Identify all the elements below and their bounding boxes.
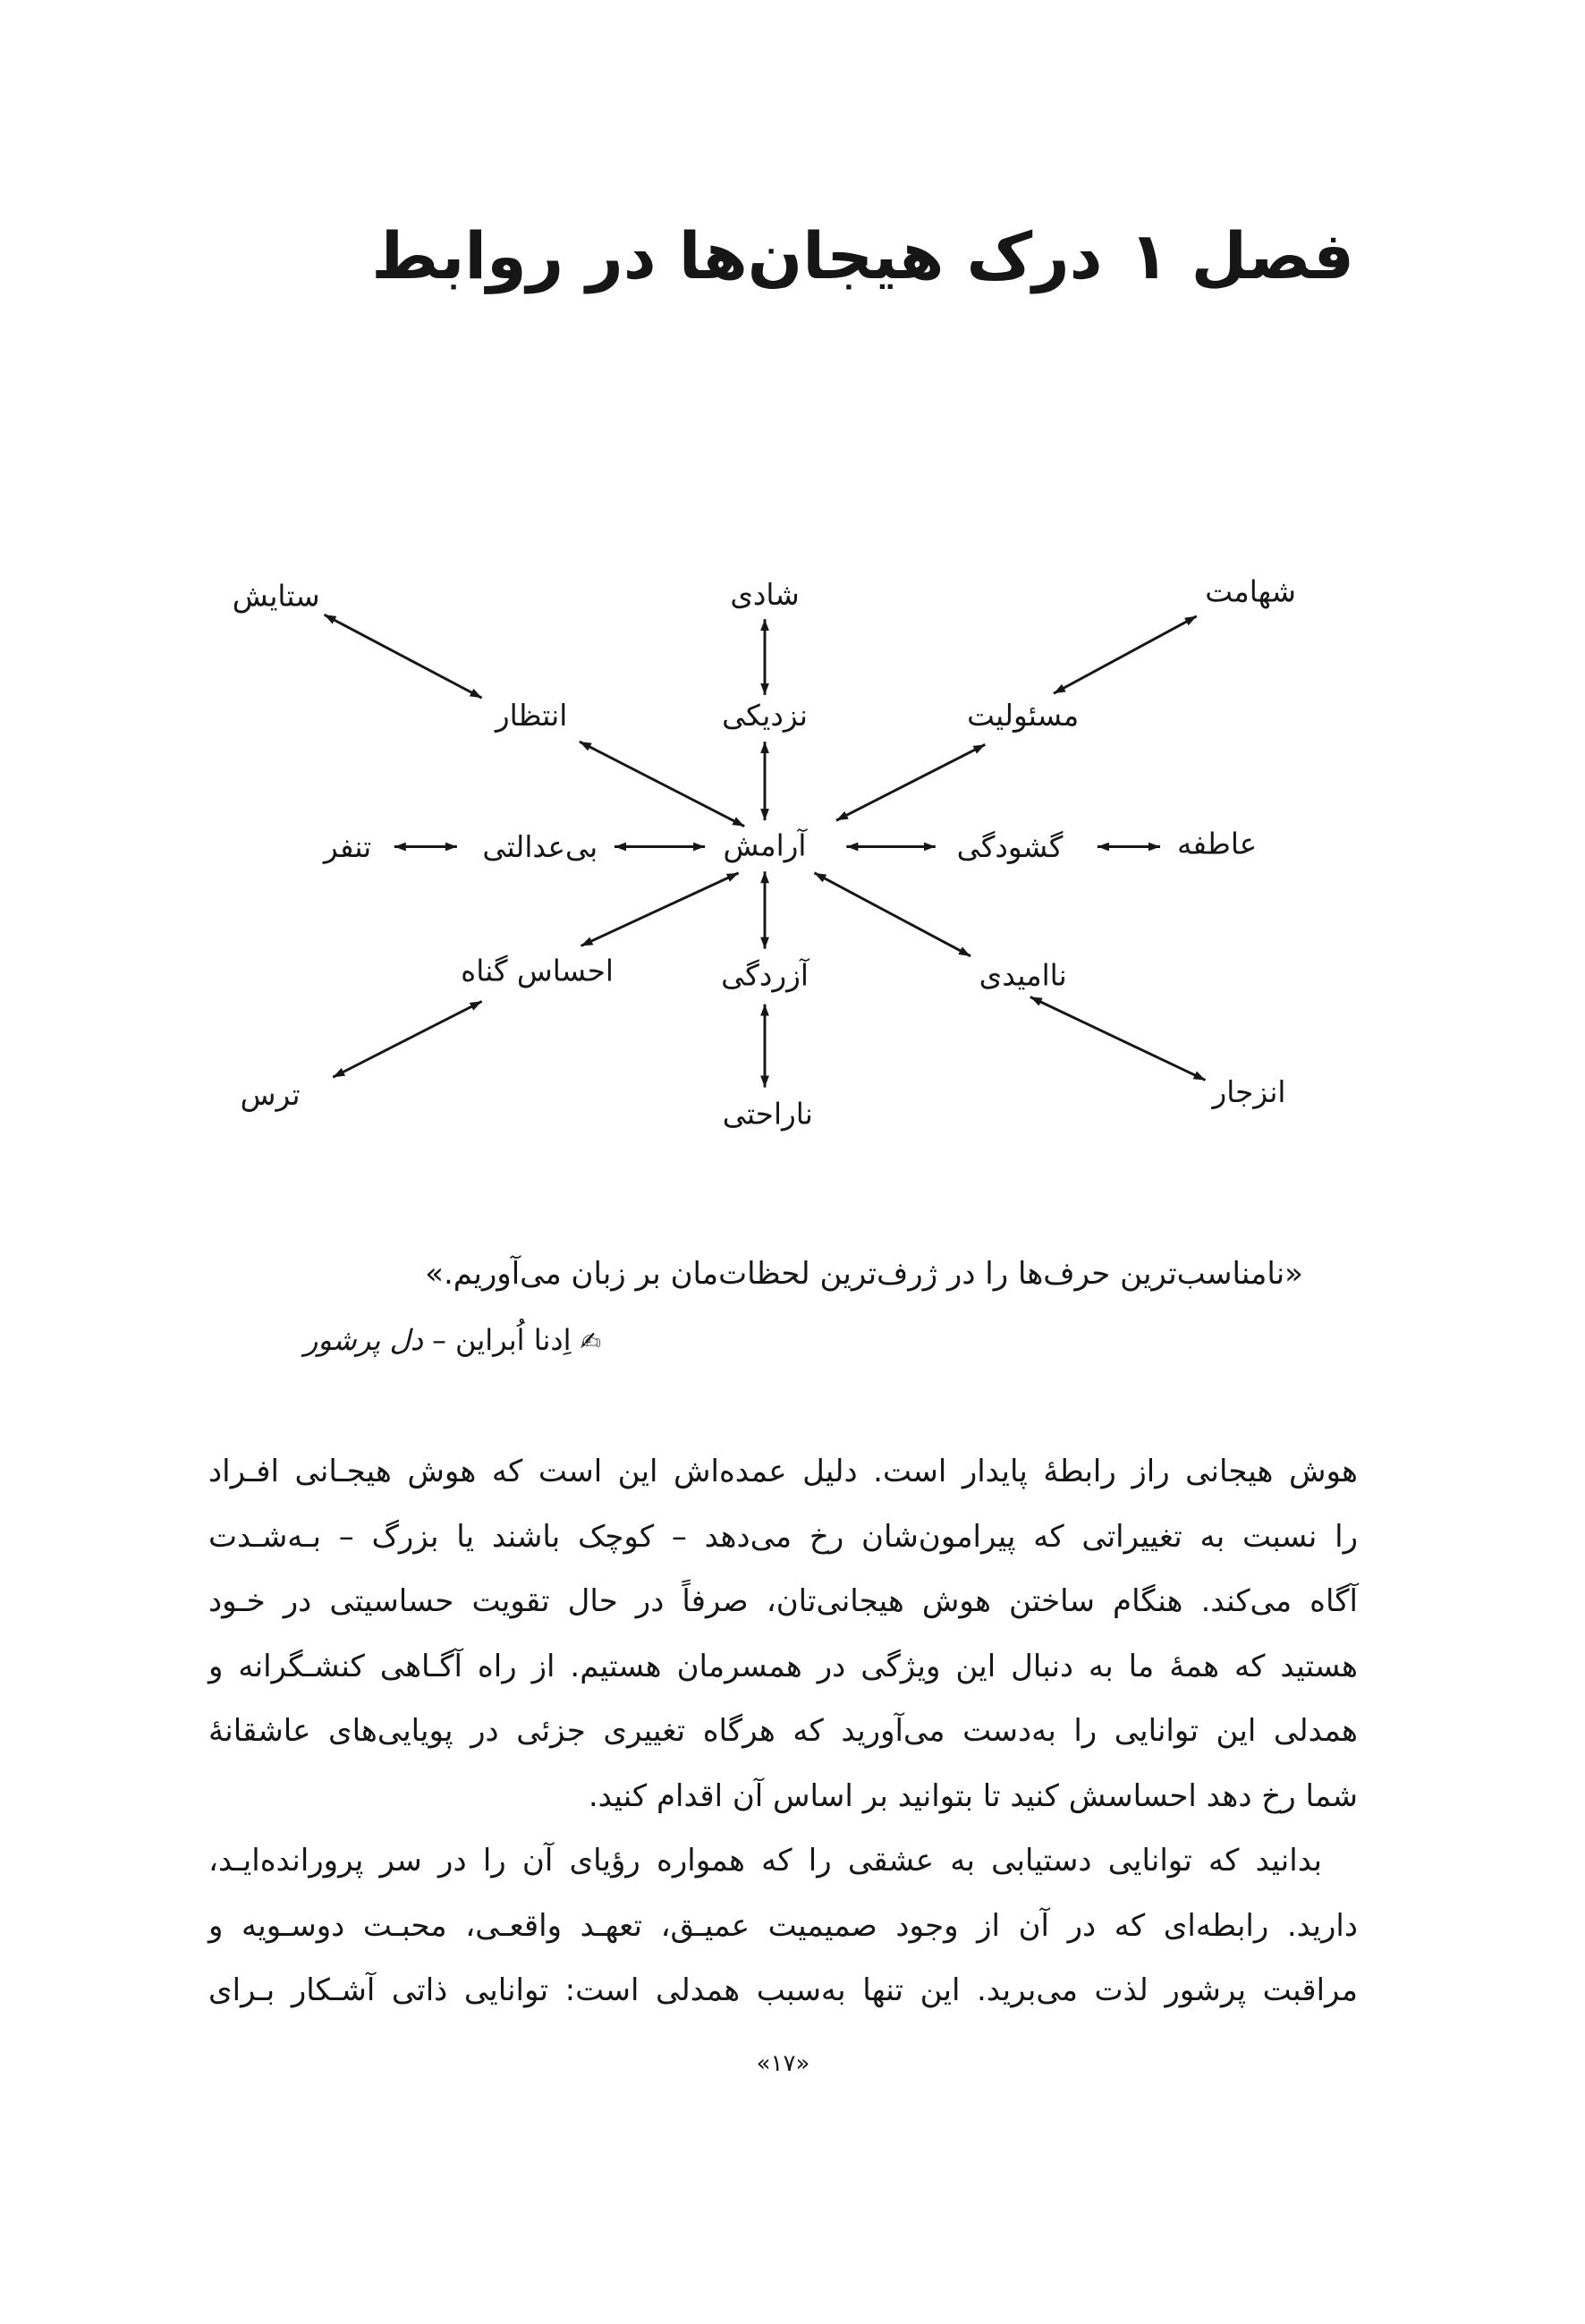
arrow-ehsas-gonah-aramesh <box>581 873 739 946</box>
text-line: همدلی این توانایی را به‌دست می‌آورید که هرگاه تغییری جزئی در پویایی‌های عاشقانهٔ <box>208 1713 1358 1749</box>
diagram-node-tanafor: تنفر <box>323 829 372 864</box>
diagram-node-narahati: ناراحتی <box>722 1097 813 1132</box>
arrow-shahamat-masouliat <box>1054 616 1197 693</box>
epigraph-author: اِدنا اُبراین <box>454 1323 572 1357</box>
diagram-node-nazdiki: نزدیکی <box>722 699 808 734</box>
text-line: مراقبت پرشور لذت می‌برید. این تنها به‌سبب همدلی است: توانایی ذاتی آشـکار بـرای <box>208 1972 1358 2008</box>
arrow-entezar-aramesh <box>580 742 744 827</box>
epigraph-quote: «نامناسب‌ترین حرف‌ها را در ژرف‌ترین لحظات‌مان بر زبان می‌آوریم.» <box>425 1256 1303 1292</box>
page-title <box>371 215 1354 297</box>
diagram-node-azordegi: آزردگی <box>721 958 809 993</box>
arrow-aramesh-naomidi <box>814 873 970 956</box>
paragraph <box>208 1828 1358 2023</box>
text-line: هوش هیجانی راز رابطهٔ پایدار است. دلیل عمده‌اش این است که هوش هیجـانی افـراد <box>208 1454 1358 1489</box>
diagram-node-aramesh: آرامش <box>723 828 807 863</box>
diagram-node-goshoudegi: گشودگی <box>956 829 1064 864</box>
page-number: «۱۷» <box>756 2050 810 2077</box>
body-text <box>208 1439 1358 2023</box>
text-line: بدانید که توانایی دستیابی به عشقی را که همواره رؤیای آن را در سر پرورانده‌ایـد، <box>208 1843 1322 1879</box>
diagram-node-ehsas-gonah: احساس گناه <box>461 954 614 988</box>
diagram-node-masouliat: مسئولیت <box>967 699 1080 734</box>
chapter-title: درک هیجان‌ها در روابط <box>371 218 1103 293</box>
text-line: شما رخ دهد احساسش کنید تا بتوانید بر اساس آن اقدام کنید. <box>588 1777 1358 1814</box>
arrow-tars-ehsas-gonah <box>333 1001 481 1077</box>
epigraph-source-title: دل پرشور <box>303 1323 423 1357</box>
text-line: هستید که همهٔ ما به دنبال این ویژگی در همسرمان هستیم. از راه آگـاهی کنشـگرانه و <box>208 1648 1358 1684</box>
arrow-masouliat-aramesh <box>836 744 985 820</box>
diagram-node-biedalati: بی‌عدالتی <box>482 829 598 864</box>
diagram-node-shahamat: شهامت <box>1205 574 1297 609</box>
diagram-node-entezar: انتظار <box>495 699 568 734</box>
epigraph-attribution <box>304 1308 601 1374</box>
diagram-node-shadi: شادی <box>730 577 800 612</box>
paragraph <box>208 1439 1358 1828</box>
diagram-node-setayesh: ستایش <box>232 579 320 614</box>
chapter-label: فصل ۱ <box>1129 218 1354 293</box>
diagram-node-tars: ترس <box>240 1078 301 1113</box>
text-line: را نسبت به تغییراتی که پیرامون‌شان رخ می‌دهد – کوچک باشند یا بزرگ – بـه‌شـدت <box>208 1518 1358 1555</box>
arrow-naomidi-enzejar <box>1030 997 1206 1080</box>
diagram-node-naomidi: ناامیدی <box>979 958 1067 993</box>
epigraph-separator: – <box>431 1323 446 1357</box>
arrow-setayesh-entezar <box>324 615 481 698</box>
text-line: دارید. رابطه‌ای که در آن از وجود صمیمیت عمیـق، تعهـد واقعـی، محبـت دوسـویه و <box>208 1907 1358 1944</box>
diagram-node-atefeh: عاطفه <box>1176 827 1258 861</box>
diagram-node-enzejar: انزجار <box>1212 1074 1286 1109</box>
emotion-diagram <box>0 540 1585 1153</box>
writing-hand-icon <box>581 1310 601 1374</box>
text-line: آگاه می‌کند. هنگام ساختن هوش هیجانی‌تان، صرفاً در حال تقویت حساسیتی در خـود <box>208 1583 1358 1619</box>
